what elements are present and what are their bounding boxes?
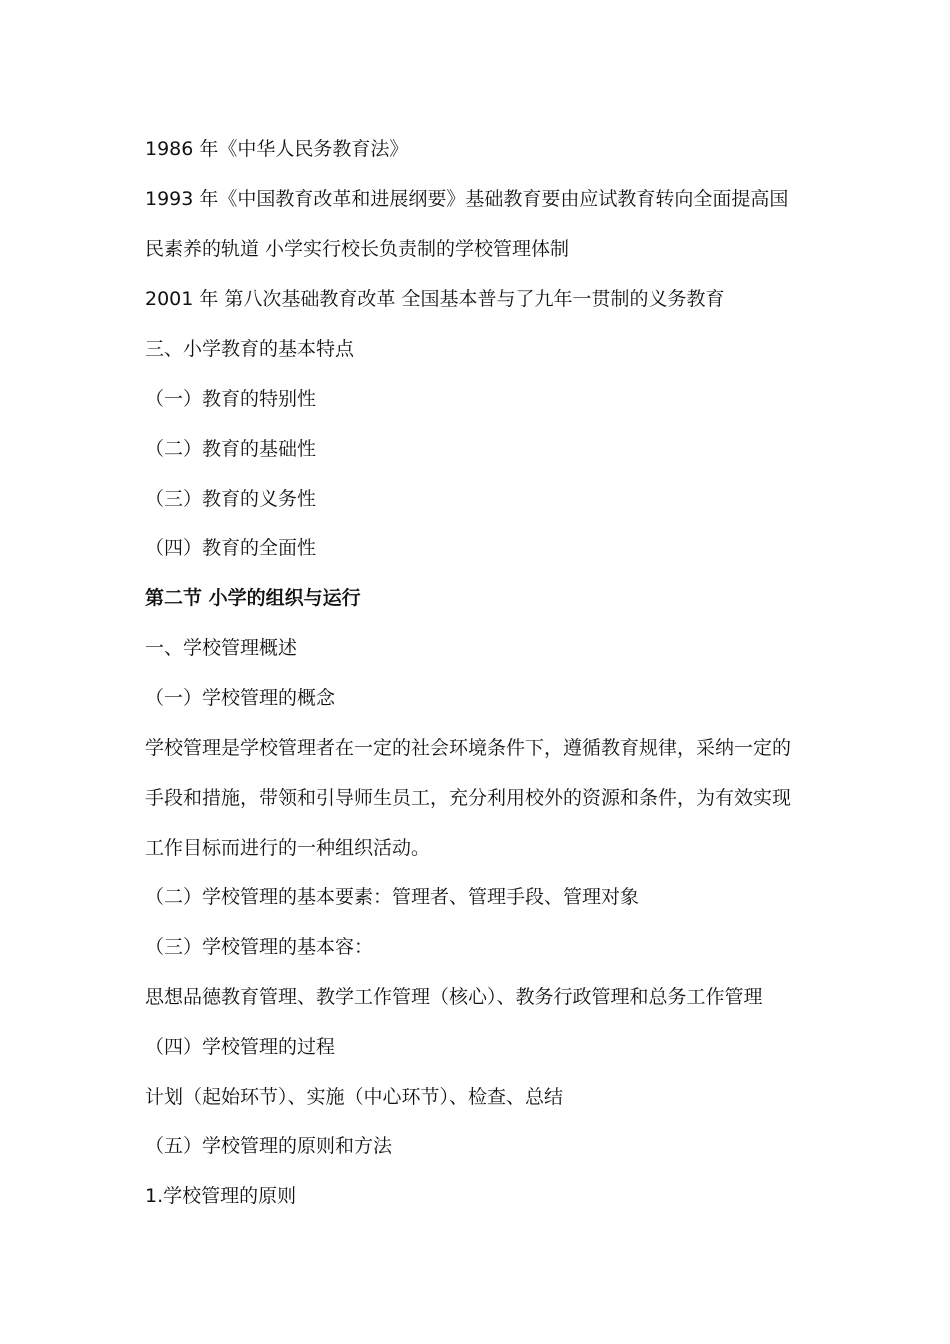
process-steps-line: 计划（起始环节）、实施（中心环节）、检查、总结 bbox=[145, 1086, 564, 1108]
paragraph-line-2: 手段和措施，带领和引导师生员工，充分利用校外的资源和条件，为有效实现 bbox=[145, 787, 792, 809]
chapter-section-title: 第二节 小学的组织与运行 bbox=[145, 587, 361, 609]
text-line-1986-law: 1986 年《中华人民务教育法》 bbox=[145, 138, 409, 160]
section-heading-overview: 一、学校管理概述 bbox=[145, 637, 298, 659]
numbered-heading-principles: 1.学校管理的原则 bbox=[145, 1185, 297, 1207]
list-item-feature-4: （四）教育的全面性 bbox=[145, 537, 317, 559]
subheading-content: （三）学校管理的基本容： bbox=[145, 936, 374, 958]
list-item-feature-2: （二）教育的基础性 bbox=[145, 438, 317, 460]
text-line-2001-reform: 2001 年 第八次基础教育改革 全国基本普与了九年一贯制的义务教育 bbox=[145, 288, 725, 310]
paragraph-line-3: 工作目标而进行的一种组织活动。 bbox=[145, 837, 431, 859]
subheading-concept: （一）学校管理的概念 bbox=[145, 687, 336, 709]
paragraph-line-1: 学校管理是学校管理者在一定的社会环境条件下，遵循教育规律，采纳一定的 bbox=[145, 737, 792, 759]
subheading-elements: （二）学校管理的基本要素：管理者、管理手段、管理对象 bbox=[145, 886, 640, 908]
text-line-1993-outline-cont: 民素养的轨道 小学实行校长负责制的学校管理体制 bbox=[145, 238, 570, 260]
text-line-1993-outline: 1993 年《中国教育改革和进展纲要》基础教育要由应试教育转向全面提高国 bbox=[145, 188, 789, 210]
content-list-line: 思想品德教育管理、教学工作管理（核心）、教务行政管理和总务工作管理 bbox=[145, 986, 763, 1008]
list-item-feature-3: （三）教育的义务性 bbox=[145, 488, 317, 510]
section-heading-features: 三、小学教育的基本特点 bbox=[145, 338, 355, 360]
list-item-feature-1: （一）教育的特别性 bbox=[145, 388, 317, 410]
subheading-principles-methods: （五）学校管理的原则和方法 bbox=[145, 1135, 393, 1157]
subheading-process: （四）学校管理的过程 bbox=[145, 1036, 336, 1058]
